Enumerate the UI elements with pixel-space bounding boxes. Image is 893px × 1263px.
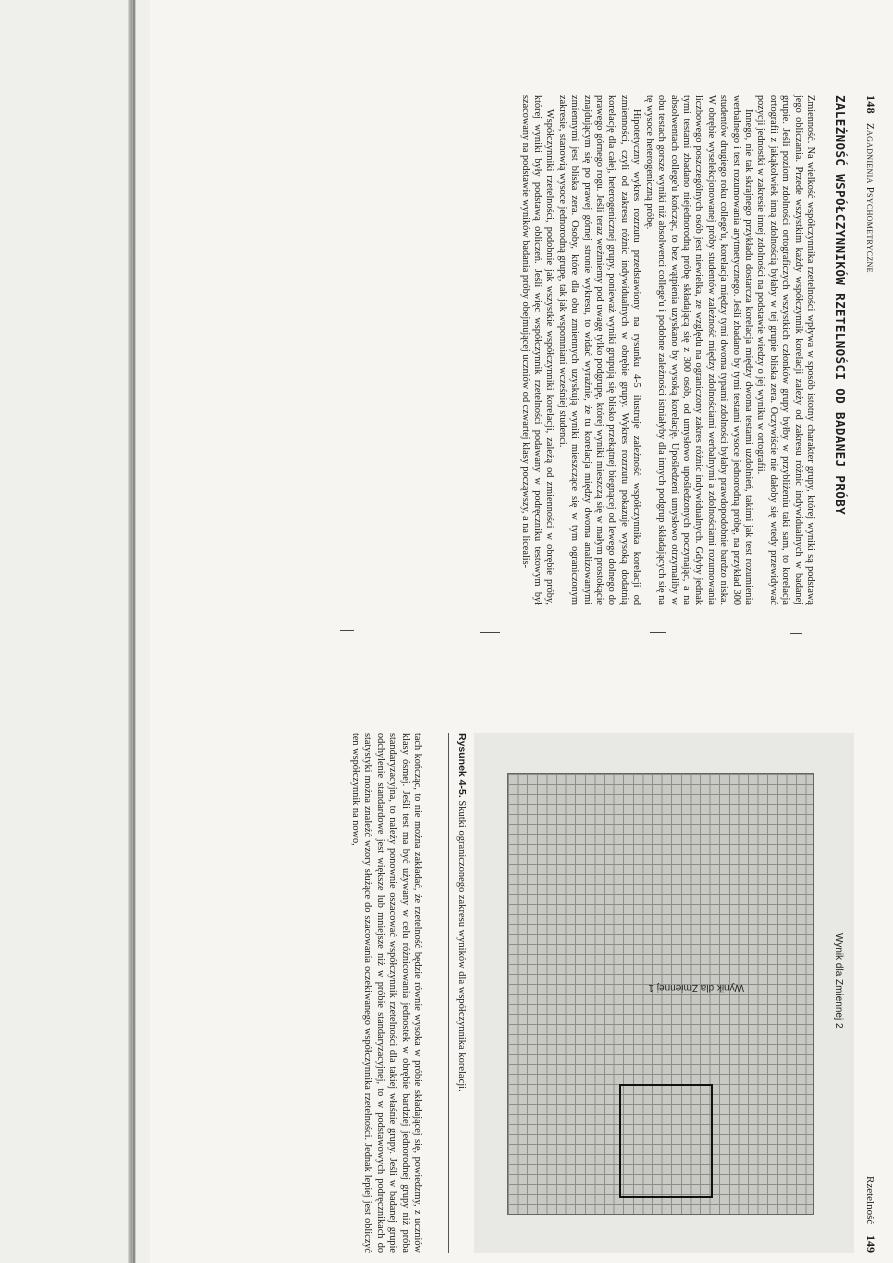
paragraph: tach kończąc, to nie można zakładać, że rzetelność będzie równie wysoka w próbie składającej się, powiedzmy, z uczniów klasy ósmej. Jeśli test ma być używany w celu różnicowania jednostek w obrębie bardziej jednorodnej grupy niż próba standaryzacyjna, to należy ponownie oszacować współczynnik rzetelności dla takiej właśnie grupy. Jeśli w badanej grupie odchylenie standardowe jest większe lub mniejsze niż w próbie standaryzacyjnej, to w podstawowych podręcznikach do statystyki można znaleźć wzory służące do szacowania oczekiwanego współczynnika rzetelności. Jednak lepiej jest obliczyć ten współczynnik na nowo, — [349, 733, 423, 1253]
running-head-text: Zagadnienia Psychometryczne — [864, 122, 876, 273]
figure-caption — [448, 733, 468, 1253]
scatter-figure — [474, 733, 854, 1253]
book-spine-shadow — [133, 0, 135, 1263]
running-head-149 — [858, 1033, 878, 1253]
paragraph: Hipotetyczny wykres rozrzutu przedstawiony na rysunku 4-5 ilustruje zależność współczynnika korelacji od zmienności, czyli od zakresu różnic indywidualnych w obrębie grupy. Wykres rozrzutu pokazuje wysoką dodatnią korelację dla całej, heterogenicznej grupy, ponieważ wyniki grupują się blisko przekątnej biegnącej od lewego dolnego do prawego górnego rogu. Jeśli teraz weźmiemy pod uwagę tylko podgrupę, której wyniki mieszczą się w małym prostokącie znajdującym się po prawej górnej stronie wykresu, to widać wyraźnie, że tu korelacja między dwoma analizowanymi zmiennymi jest bliska zera. Osoby, które dla obu zmiennych uzyskują wyniki mieszczące się w tym ograniczonym zakresie, stanowią wysoce jednorodną grupę, tak jak wspomniani wcześniej studenci. — [556, 95, 643, 605]
scatter-grid — [507, 773, 814, 1215]
paragraph: Innego, nie tak skrajnego przykładu dostarcza korelacja między dwoma testami uzdolnień, takimi jak test rozumienia werbalnego i test rozumowania arytmetycznego. Jeśli zbadano by tymi testami wysoce jednorodną próbę, na przykład 300 studentów drugiego roku college'u, korelacja między tymi dwoma typami zdolności byłaby prawdopodobnie bardzo niska. W obrębie wyselekcjonowanej próby studentów zależność między zdolnościami werbalnymi a zdolnościami rozumowania liczbowego poszczególnych osób jest niewielka, ze względu na ograniczony zakres różnic indywidualnych. Gdyby jednak tymi testami zbadano niejednorodną próbę składającą się z 300 osób, od umysłowo upośledzonych poczynając, a na absolwentach college'u kończąc, to bez wątpienia uzyskano by wysoką korelację. Upośledzeni umysłowo otrzymaliby w obu testach gorsze wyniki niż absolwenci college'u i podobne zależności istniałyby dla innych podgrup składających się na tę wysoce heterogeniczną próbę. — [643, 95, 754, 605]
page-149 — [198, 733, 878, 1253]
gutter-mark — [480, 632, 500, 633]
page-148 — [198, 95, 878, 605]
body-text-149 — [349, 733, 423, 1253]
y-axis-label: Wynik dla Zmiennej 2 — [833, 933, 844, 1029]
gutter-mark — [340, 630, 354, 631]
body-text-148 — [518, 95, 816, 605]
gutter-mark — [650, 632, 666, 633]
caption-text: Skutki ograniczonego zakresu wyników dla współczynnika korelacji. — [456, 800, 467, 1092]
page-number: 149 — [864, 1235, 878, 1253]
section-title: ZALEŻNOŚĆ WSPÓŁCZYNNIKÓW RZETELNOŚCI OD BADANEJ PRÓBY — [833, 95, 848, 516]
page-number: 148 — [864, 95, 878, 114]
restricted-range-box — [619, 1084, 713, 1198]
caption-label: Rysunek 4-5. — [456, 733, 468, 798]
gutter-mark — [790, 633, 802, 634]
running-head-148 — [858, 95, 878, 605]
running-head-text: Rzetelność — [864, 1175, 876, 1225]
x-axis-label: Wynik dla Zmiennej 1 — [648, 982, 744, 993]
paragraph: Współczynniki rzetelności, podobnie jak wszystkie współczynniki korelacji, zależą od zmienności w obrębie próby, której wyniki były podstawą obliczeń. Jeśli więc współczynnik rzetelności podawany w podręczniku testowym był szacowany na podstawie wyników badania próby obejmującej uczniów od czwartej klasy począwszy, a na licealis- — [519, 95, 556, 605]
paragraph: Zmienność. Na wielkość współczynnika rzetelności wpływa w sposób istotny charakter grupy, której wyniki są podstawą jego obliczania. Przede wszystkim każdy współczynnik korelacji zależy od zakresu różnic indywidualnych w badanej grupie. Jeśli poziom zdolności ortograficzych wszystkich członków grupy byłby w przybliżeniu taki sam, to korelacja ortografii z jakąkolwiek inną zdolnością byłaby w tej grupie bliska zera. Oczywiście nie dałoby się wtedy przewidywać pozycji jednostki w zakresie innej zdolności na podstawie wiedzy o jej wyniku w ortografii. — [755, 95, 816, 605]
